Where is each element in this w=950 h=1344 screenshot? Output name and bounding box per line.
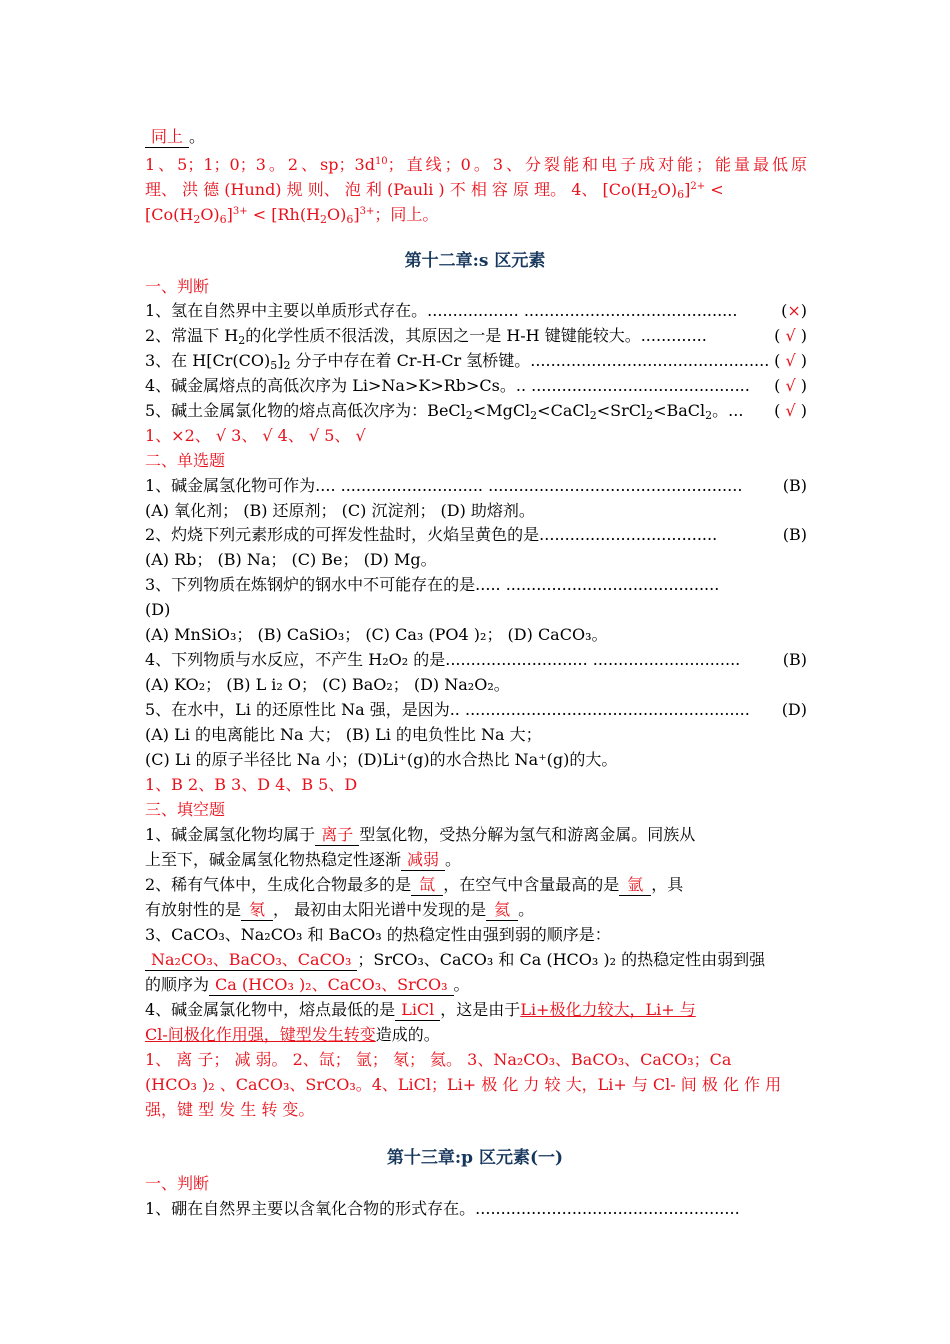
q-text: 2、灼烧下列元素形成的可挥发性盐时，火焰呈黄色的是................................... [145, 525, 718, 544]
choice-1-options: (A) 氧化剂； (B) 还原剂； (C) 沉淀剂； (D) 助熔剂。 [145, 501, 535, 520]
fill-answers-1: 1、 离 子； 减 弱。 2、氙； 氩； 氡； 氦。 3、Na₂CO₃、BaCO₃、CaCO₃；Ca [145, 1050, 732, 1069]
fill-3-line-3: 的顺序为 Ca (HCO₃ )₂、CaCO₃、SrCO₃ 。 [145, 975, 470, 994]
blank-reason-a: Li+极化力较大，Li+ 与 [520, 1000, 696, 1019]
fill-1-line-2: 上至下，碱金属氢化物热稳定性逐渐 减弱 。 [145, 850, 462, 869]
fill-2-line-2: 有放射性的是 氡 ， 最初由太阳光谱中发现的是 氦 。 [145, 900, 535, 919]
text-b: ，这是由于 [440, 1000, 521, 1019]
blank-xenon: 氙 [411, 874, 443, 896]
q-answer: (B) [783, 647, 807, 672]
q-text: 5、碱土金属氯化物的熔点高低次序为：BeCl [145, 401, 466, 420]
fill-1-line-1 [145, 822, 807, 847]
fill-4-line-1 [145, 997, 807, 1022]
choice-2-options: (A) Rb； (B) Na； (C) Be； (D) Mg。 [145, 550, 437, 569]
fill-answers-2: (HCO₃ )₂ 、CaCO₃、SrCO₃。4、LiCl；Li+ 极 化 力 较 大，Li+ 与 Cl- 间 极 化 作 用 [145, 1075, 782, 1094]
q-text-a: 3、在 H[Cr(CO) [145, 351, 271, 370]
chapter-12-title: 第十二章:s 区元素 [404, 251, 546, 271]
judge-3: 3、在 $H[Cr(CO)_5]_2$ 分子中存在着 Cr-H-Cr 氢桥键。............................................... ( √ ) [145, 351, 807, 372]
judge-heading: 一、判断 [145, 277, 210, 296]
top-blank-line [145, 124, 807, 149]
choice-heading: 二、单选题 [145, 451, 226, 470]
blank-weaken: 减弱 [401, 849, 445, 871]
blank-carbonate-order-2: Ca (HCO₃ )₂、CaCO₃、SrCO₃ [209, 974, 454, 996]
judge-4: 4、碱金属熔点的高低次序为 Li>Na>K>Rb>Cs。.. ........................................... ( √ ) [145, 376, 807, 395]
judge-1: 1、氢在自然界中主要以单质形式存在。.................. .......................................... (×) [145, 301, 807, 320]
text-c: 上至下，碱金属氢化物热稳定性逐渐 [145, 850, 402, 869]
q-answer: (D) [782, 697, 807, 722]
q-answer: (B) [783, 473, 807, 498]
q-text: 1、碱金属氢化物可作为.... ............................ .................................................. [145, 476, 743, 495]
ch13-judge-1: 1、硼在自然界主要以含氧化合物的形式存在。.................................................... [145, 1199, 740, 1218]
blank-ionic: 离子 [315, 824, 359, 846]
choice-3: 3、下列物质在炼钢炉的钢水中不可能存在的是..... .......................................... [145, 575, 720, 594]
fill-4-line-2 [145, 1022, 807, 1047]
q-text-b: 的化学性质不很活泼，其原因之一是 H-H 键键能较大。............. [245, 326, 707, 345]
text-b: 型氢化物，受热分解为氢气和游离金属。同族从 [359, 825, 696, 844]
text-b: ；SrCO₃、CaCO₃ 和 Ca (HCO₃ )₂ 的热稳定性由弱到强 [357, 950, 766, 969]
fill-answers-3: 强，键 型 发 生 转 变。 [145, 1100, 315, 1119]
sup-10: 10 [374, 156, 388, 167]
choice-4-options: (A) KO₂； (B) L i₂ O； (C) BaO₂； (D) Na₂O₂。 [145, 675, 510, 694]
text-c: 造成的。 [375, 1025, 440, 1044]
judge-5: 5、碱土金属氯化物的熔点高低次序为：BeCl$_2$<MgCl$_2$<CaCl$_2$<SrCl$_2$<BaCl$_2$。... ( √ ) [145, 401, 807, 422]
text-e: ， 最初由太阳光谱中发现的是 [273, 900, 487, 919]
text-b: ，在空气中含量最高的是 [443, 875, 620, 894]
choice-5-options-2: (C) Li 的原子半径比 Na 小；(D)Li⁺(g)的水合热比 Na⁺(g)的大。 [145, 750, 618, 769]
fill-3-line-2 [145, 947, 807, 972]
q-answer: (B) [783, 522, 807, 547]
top-answers-line-1 [145, 149, 807, 177]
choice-2 [145, 522, 807, 547]
judge-2: 2、常温下 $H_2$的化学性质不很活泼，其原因之一是 H-H 键键能较大。............. ( √ ) [145, 326, 807, 347]
chapter-13-title: 第十三章:p 区元素(一) [386, 1148, 564, 1168]
q-text-c: 分子中存在着 Cr-H-Cr 氢桥键。............................................... [290, 351, 770, 370]
choice-3-options: (A) MnSiO₃； (B) CaSiO₃； (C) Ca₃ (PO4 )₂； (D) CaCO₃。 [145, 625, 608, 644]
q-text: 1、氢在自然界中主要以单质形式存在。.................. .......................................... [145, 301, 738, 320]
text-b: < [Rh(H [247, 205, 321, 224]
text-a: 1、5；1；0；3。2、sp；3d [145, 155, 375, 174]
blank-radon: 氡 [241, 899, 273, 921]
q-text: 5、在水中，Li 的还原性比 Na 强，是因为.. ........................................................ [145, 700, 750, 719]
period: 。 [189, 127, 206, 146]
blank-carbonate-order-1: Na₂CO₃、BaCO₃、CaCO₃ [145, 949, 357, 971]
blank-argon: 氩 [619, 874, 651, 896]
blank-reason-b: Cl-间极化作用强，键型发生转变 [145, 1025, 376, 1044]
choice-4 [145, 647, 807, 672]
q-text: 4、碱金属熔点的高低次序为 Li>Na>K>Rb>Cs。.. ........................................... [145, 376, 750, 395]
choice-5 [145, 697, 807, 722]
fill-3-line-1: 3、CaCO₃、Na₂CO₃ 和 BaCO₃ 的热稳定性由强到弱的顺序是： [145, 925, 611, 944]
text-c: ，具 [651, 875, 684, 894]
text-a: 4、碱金属氯化物中，熔点最低的是 [145, 1000, 396, 1019]
text-a: 2、稀有气体中，生成化合物最多的是 [145, 875, 412, 894]
text-d: 有放射性的是 [145, 900, 242, 919]
text-c: ；同上。 [374, 205, 439, 224]
ch13-judge-heading: 一、判断 [145, 1174, 210, 1193]
top-answers-line-2: 理、 洪 德 (Hund) 规 则、 泡 利 (Pauli ) 不 相 容 原 理。 4、 $[Co(H_2O)_6]^{2+}$ < [145, 180, 724, 201]
choice-1 [145, 473, 807, 498]
text-a: 1、碱金属氢化物均属于 [145, 825, 316, 844]
choice-5-options-1: (A) Li 的电离能比 Na 大； (B) Li 的电负性比 Na 大； [145, 725, 542, 744]
text-b: ；直线；0。3、分裂能和电子成对能；能量最低原 [387, 155, 807, 174]
choice-answers: 1、B 2、B 3、D 4、B 5、D [145, 775, 358, 794]
text-c: 的顺序为 [145, 975, 210, 994]
q-text-a: 2、常温下 H [145, 326, 239, 345]
text-a: [Co(H [145, 205, 194, 224]
judge-answers: 1、×2、 √ 3、 √ 4、 √ 5、 √ [145, 426, 366, 445]
q-text-b: ] [277, 351, 284, 370]
q-text: 4、下列物质与水反应，不产生 H₂O₂ 的是............................ ............................. [145, 650, 741, 669]
fill-heading: 三、填空题 [145, 800, 226, 819]
blank-licl: LiCl [395, 999, 440, 1021]
blank-helium: 氦 [486, 899, 518, 921]
choice-3-answer: (D) [145, 600, 171, 619]
top-answers-line-3: $[Co(H_2O)_6]^{3+} < [Rh(H_2O)_6]^{3+}$；同上。 [145, 205, 439, 226]
fill-2-line-1 [145, 872, 807, 897]
text: 理、 洪 德 (Hund) 规 则、 泡 利 (Pauli ) 不 相 容 原 理。 4、 [Co(H [145, 180, 651, 199]
blank-same: 同上 [145, 126, 189, 148]
